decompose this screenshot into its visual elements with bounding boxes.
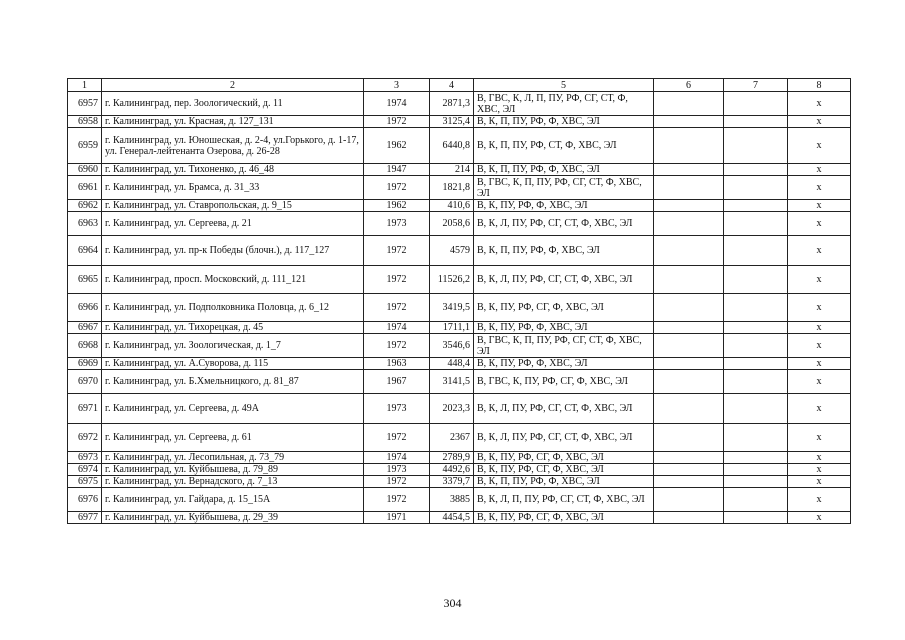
row-number: 6958 bbox=[68, 116, 102, 128]
table-row bbox=[68, 236, 851, 266]
table-row bbox=[68, 370, 851, 394]
column-8-cell: х bbox=[788, 464, 851, 476]
column-7-cell bbox=[724, 334, 788, 358]
area-cell: 3125,4 bbox=[430, 116, 474, 128]
column-6-cell bbox=[654, 200, 724, 212]
year-cell: 1972 bbox=[364, 116, 430, 128]
area-cell: 214 bbox=[430, 164, 474, 176]
address-cell: г. Калининград, ул. Сергеева, д. 49А bbox=[102, 394, 364, 424]
table-row bbox=[68, 164, 851, 176]
column-header: 6 bbox=[654, 79, 724, 92]
column-7-cell bbox=[724, 236, 788, 266]
column-6-cell bbox=[654, 424, 724, 452]
column-6-cell bbox=[654, 236, 724, 266]
area-cell: 2058,6 bbox=[430, 212, 474, 236]
utilities-cell: В, К, Л, ПУ, РФ, СГ, СТ, Ф, ХВС, ЭЛ bbox=[474, 266, 654, 294]
column-6-cell bbox=[654, 266, 724, 294]
utilities-cell: В, К, Л, ПУ, РФ, СГ, СТ, Ф, ХВС, ЭЛ bbox=[474, 424, 654, 452]
table-row bbox=[68, 464, 851, 476]
utilities-cell: В, К, П, ПУ, РФ, Ф, ХВС, ЭЛ bbox=[474, 236, 654, 266]
area-cell: 6440,8 bbox=[430, 128, 474, 164]
address-cell: г. Калининград, ул. А.Суворова, д. 115 bbox=[102, 358, 364, 370]
address-cell: г. Калининград, ул. Красная, д. 127_131 bbox=[102, 116, 364, 128]
address-cell: г. Калининград, ул. Куйбышева, д. 29_39 bbox=[102, 512, 364, 524]
utilities-cell: В, ГВС, К, П, ПУ, РФ, СГ, СТ, Ф, ХВС, ЭЛ bbox=[474, 334, 654, 358]
year-cell: 1972 bbox=[364, 476, 430, 488]
year-cell: 1967 bbox=[364, 370, 430, 394]
table-row bbox=[68, 294, 851, 322]
year-cell: 1971 bbox=[364, 512, 430, 524]
address-cell: г. Калининград, ул. Сергеева, д. 21 bbox=[102, 212, 364, 236]
address-cell: г. Калининград, ул. Куйбышева, д. 79_89 bbox=[102, 464, 364, 476]
area-cell: 2367 bbox=[430, 424, 474, 452]
table-row bbox=[68, 488, 851, 512]
utilities-cell: В, К, ПУ, РФ, СГ, Ф, ХВС, ЭЛ bbox=[474, 294, 654, 322]
row-number: 6966 bbox=[68, 294, 102, 322]
column-header: 7 bbox=[724, 79, 788, 92]
row-number: 6977 bbox=[68, 512, 102, 524]
year-cell: 1974 bbox=[364, 322, 430, 334]
column-7-cell bbox=[724, 512, 788, 524]
area-cell: 1821,8 bbox=[430, 176, 474, 200]
address-cell: г. Калининград, пер. Зоологический, д. 11 bbox=[102, 92, 364, 116]
page-number: 304 bbox=[443, 596, 462, 610]
column-7-cell bbox=[724, 200, 788, 212]
area-cell: 3546,6 bbox=[430, 334, 474, 358]
column-8-cell: х bbox=[788, 128, 851, 164]
column-8-cell: х bbox=[788, 512, 851, 524]
column-6-cell bbox=[654, 116, 724, 128]
row-number: 6959 bbox=[68, 128, 102, 164]
utilities-cell: В, ГВС, К, Л, П, ПУ, РФ, СГ, СТ, Ф, ХВС, ЭЛ bbox=[474, 92, 654, 116]
address-cell: г. Калининград, ул. Зоологическая, д. 1_7 bbox=[102, 334, 364, 358]
year-cell: 1947 bbox=[364, 164, 430, 176]
column-6-cell bbox=[654, 488, 724, 512]
column-8-cell: х bbox=[788, 200, 851, 212]
column-6-cell bbox=[654, 358, 724, 370]
area-cell: 4579 bbox=[430, 236, 474, 266]
column-header: 5 bbox=[474, 79, 654, 92]
table-row bbox=[68, 476, 851, 488]
utilities-cell: В, ГВС, К, ПУ, РФ, СГ, Ф, ХВС, ЭЛ bbox=[474, 370, 654, 394]
column-8-cell: х bbox=[788, 394, 851, 424]
utilities-cell: В, К, ПУ, РФ, Ф, ХВС, ЭЛ bbox=[474, 200, 654, 212]
row-number: 6976 bbox=[68, 488, 102, 512]
utilities-cell: В, К, ПУ, РФ, СГ, Ф, ХВС, ЭЛ bbox=[474, 452, 654, 464]
utilities-cell: В, ГВС, К, П, ПУ, РФ, СГ, СТ, Ф, ХВС, ЭЛ bbox=[474, 176, 654, 200]
column-7-cell bbox=[724, 488, 788, 512]
column-7-cell bbox=[724, 322, 788, 334]
area-cell: 4492,6 bbox=[430, 464, 474, 476]
column-8-cell: х bbox=[788, 294, 851, 322]
year-cell: 1962 bbox=[364, 128, 430, 164]
table-header-row bbox=[68, 79, 851, 92]
area-cell: 410,6 bbox=[430, 200, 474, 212]
column-7-cell bbox=[724, 212, 788, 236]
area-cell: 2023,3 bbox=[430, 394, 474, 424]
column-6-cell bbox=[654, 164, 724, 176]
column-6-cell bbox=[654, 394, 724, 424]
area-cell: 1711,1 bbox=[430, 322, 474, 334]
row-number: 6961 bbox=[68, 176, 102, 200]
column-8-cell: х bbox=[788, 358, 851, 370]
column-8-cell: х bbox=[788, 452, 851, 464]
utilities-cell: В, К, Л, ПУ, РФ, СГ, СТ, Ф, ХВС, ЭЛ bbox=[474, 394, 654, 424]
row-number: 6974 bbox=[68, 464, 102, 476]
column-7-cell bbox=[724, 164, 788, 176]
address-cell: г. Калининград, ул. Лесопильная, д. 73_79 bbox=[102, 452, 364, 464]
table-row bbox=[68, 200, 851, 212]
utilities-cell: В, К, П, ПУ, РФ, Ф, ХВС, ЭЛ bbox=[474, 476, 654, 488]
column-6-cell bbox=[654, 176, 724, 200]
column-8-cell: х bbox=[788, 424, 851, 452]
row-number: 6964 bbox=[68, 236, 102, 266]
housing-registry-table bbox=[67, 78, 851, 524]
year-cell: 1972 bbox=[364, 294, 430, 322]
utilities-cell: В, К, Л, ПУ, РФ, СГ, СТ, Ф, ХВС, ЭЛ bbox=[474, 212, 654, 236]
row-number: 6975 bbox=[68, 476, 102, 488]
column-7-cell bbox=[724, 358, 788, 370]
address-cell: г. Калининград, ул. Брамса, д. 31_33 bbox=[102, 176, 364, 200]
area-cell: 3379,7 bbox=[430, 476, 474, 488]
year-cell: 1973 bbox=[364, 212, 430, 236]
table-row bbox=[68, 116, 851, 128]
area-cell: 11526,2 bbox=[430, 266, 474, 294]
row-number: 6962 bbox=[68, 200, 102, 212]
row-number: 6967 bbox=[68, 322, 102, 334]
column-8-cell: х bbox=[788, 116, 851, 128]
year-cell: 1972 bbox=[364, 236, 430, 266]
year-cell: 1973 bbox=[364, 394, 430, 424]
year-cell: 1962 bbox=[364, 200, 430, 212]
column-6-cell bbox=[654, 322, 724, 334]
area-cell: 3419,5 bbox=[430, 294, 474, 322]
table-row bbox=[68, 358, 851, 370]
column-6-cell bbox=[654, 476, 724, 488]
utilities-cell: В, К, П, ПУ, РФ, СТ, Ф, ХВС, ЭЛ bbox=[474, 128, 654, 164]
utilities-cell: В, К, ПУ, РФ, СГ, Ф, ХВС, ЭЛ bbox=[474, 464, 654, 476]
address-cell: г. Калининград, ул. пр-к Победы (блочн.), д. 117_127 bbox=[102, 236, 364, 266]
row-number: 6963 bbox=[68, 212, 102, 236]
column-6-cell bbox=[654, 452, 724, 464]
column-header: 3 bbox=[364, 79, 430, 92]
year-cell: 1963 bbox=[364, 358, 430, 370]
row-number: 6965 bbox=[68, 266, 102, 294]
column-7-cell bbox=[724, 128, 788, 164]
address-cell: г. Калининград, ул. Тихоненко, д. 46_48 bbox=[102, 164, 364, 176]
address-cell: г. Калининград, ул. Б.Хмельницкого, д. 81_87 bbox=[102, 370, 364, 394]
column-8-cell: х bbox=[788, 236, 851, 266]
area-cell: 2871,3 bbox=[430, 92, 474, 116]
table-row bbox=[68, 266, 851, 294]
area-cell: 448,4 bbox=[430, 358, 474, 370]
area-cell: 3141,5 bbox=[430, 370, 474, 394]
column-7-cell bbox=[724, 92, 788, 116]
column-8-cell: х bbox=[788, 476, 851, 488]
column-8-cell: х bbox=[788, 488, 851, 512]
year-cell: 1972 bbox=[364, 488, 430, 512]
year-cell: 1974 bbox=[364, 452, 430, 464]
column-7-cell bbox=[724, 464, 788, 476]
row-number: 6957 bbox=[68, 92, 102, 116]
column-8-cell: х bbox=[788, 334, 851, 358]
column-6-cell bbox=[654, 464, 724, 476]
row-number: 6968 bbox=[68, 334, 102, 358]
row-number: 6972 bbox=[68, 424, 102, 452]
column-7-cell bbox=[724, 452, 788, 464]
address-cell: г. Калининград, ул. Тихорецкая, д. 45 bbox=[102, 322, 364, 334]
column-6-cell bbox=[654, 512, 724, 524]
row-number: 6970 bbox=[68, 370, 102, 394]
table-row bbox=[68, 424, 851, 452]
column-7-cell bbox=[724, 176, 788, 200]
table-row bbox=[68, 394, 851, 424]
address-cell: г. Калининград, ул. Вернадского, д. 7_13 bbox=[102, 476, 364, 488]
column-header: 2 bbox=[102, 79, 364, 92]
table-row bbox=[68, 212, 851, 236]
column-8-cell: х bbox=[788, 322, 851, 334]
column-7-cell bbox=[724, 294, 788, 322]
row-number: 6973 bbox=[68, 452, 102, 464]
year-cell: 1972 bbox=[364, 266, 430, 294]
year-cell: 1972 bbox=[364, 424, 430, 452]
utilities-cell: В, К, П, ПУ, РФ, Ф, ХВС, ЭЛ bbox=[474, 164, 654, 176]
column-header: 8 bbox=[788, 79, 851, 92]
column-7-cell bbox=[724, 476, 788, 488]
table-row bbox=[68, 512, 851, 524]
column-7-cell bbox=[724, 424, 788, 452]
column-6-cell bbox=[654, 334, 724, 358]
column-6-cell bbox=[654, 128, 724, 164]
column-7-cell bbox=[724, 266, 788, 294]
column-8-cell: х bbox=[788, 176, 851, 200]
row-number: 6971 bbox=[68, 394, 102, 424]
utilities-cell: В, К, П, ПУ, РФ, Ф, ХВС, ЭЛ bbox=[474, 116, 654, 128]
year-cell: 1974 bbox=[364, 92, 430, 116]
column-8-cell: х bbox=[788, 212, 851, 236]
utilities-cell: В, К, ПУ, РФ, СГ, Ф, ХВС, ЭЛ bbox=[474, 512, 654, 524]
address-cell: г. Калининград, ул. Подполковника Половца, д. 6_12 bbox=[102, 294, 364, 322]
column-7-cell bbox=[724, 394, 788, 424]
column-7-cell bbox=[724, 116, 788, 128]
area-cell: 2789,9 bbox=[430, 452, 474, 464]
column-header: 1 bbox=[68, 79, 102, 92]
year-cell: 1972 bbox=[364, 176, 430, 200]
column-6-cell bbox=[654, 212, 724, 236]
table-row bbox=[68, 452, 851, 464]
row-number: 6960 bbox=[68, 164, 102, 176]
table-row bbox=[68, 176, 851, 200]
column-6-cell bbox=[654, 294, 724, 322]
table-row bbox=[68, 334, 851, 358]
table-row bbox=[68, 92, 851, 116]
address-cell: г. Калининград, ул. Ставропольская, д. 9_15 bbox=[102, 200, 364, 212]
column-6-cell bbox=[654, 370, 724, 394]
year-cell: 1972 bbox=[364, 334, 430, 358]
utilities-cell: В, К, ПУ, РФ, Ф, ХВС, ЭЛ bbox=[474, 322, 654, 334]
address-cell: г. Калининград, ул. Сергеева, д. 61 bbox=[102, 424, 364, 452]
year-cell: 1973 bbox=[364, 464, 430, 476]
column-6-cell bbox=[654, 92, 724, 116]
column-8-cell: х bbox=[788, 92, 851, 116]
utilities-cell: В, К, ПУ, РФ, Ф, ХВС, ЭЛ bbox=[474, 358, 654, 370]
area-cell: 4454,5 bbox=[430, 512, 474, 524]
address-cell: г. Калининград, ул. Юношеская, д. 2-4, ул.Горького, д. 1-17, ул. Генерал-лейтенанта Озерова, д. 26-28 bbox=[102, 128, 364, 164]
area-cell: 3885 bbox=[430, 488, 474, 512]
row-number: 6969 bbox=[68, 358, 102, 370]
column-8-cell: х bbox=[788, 370, 851, 394]
column-7-cell bbox=[724, 370, 788, 394]
utilities-cell: В, К, Л, П, ПУ, РФ, СГ, СТ, Ф, ХВС, ЭЛ bbox=[474, 488, 654, 512]
address-cell: г. Калининград, ул. Гайдара, д. 15_15А bbox=[102, 488, 364, 512]
address-cell: г. Калининград, просп. Московский, д. 111_121 bbox=[102, 266, 364, 294]
column-header: 4 bbox=[430, 79, 474, 92]
table-row bbox=[68, 322, 851, 334]
column-8-cell: х bbox=[788, 164, 851, 176]
column-8-cell: х bbox=[788, 266, 851, 294]
table-row bbox=[68, 128, 851, 164]
